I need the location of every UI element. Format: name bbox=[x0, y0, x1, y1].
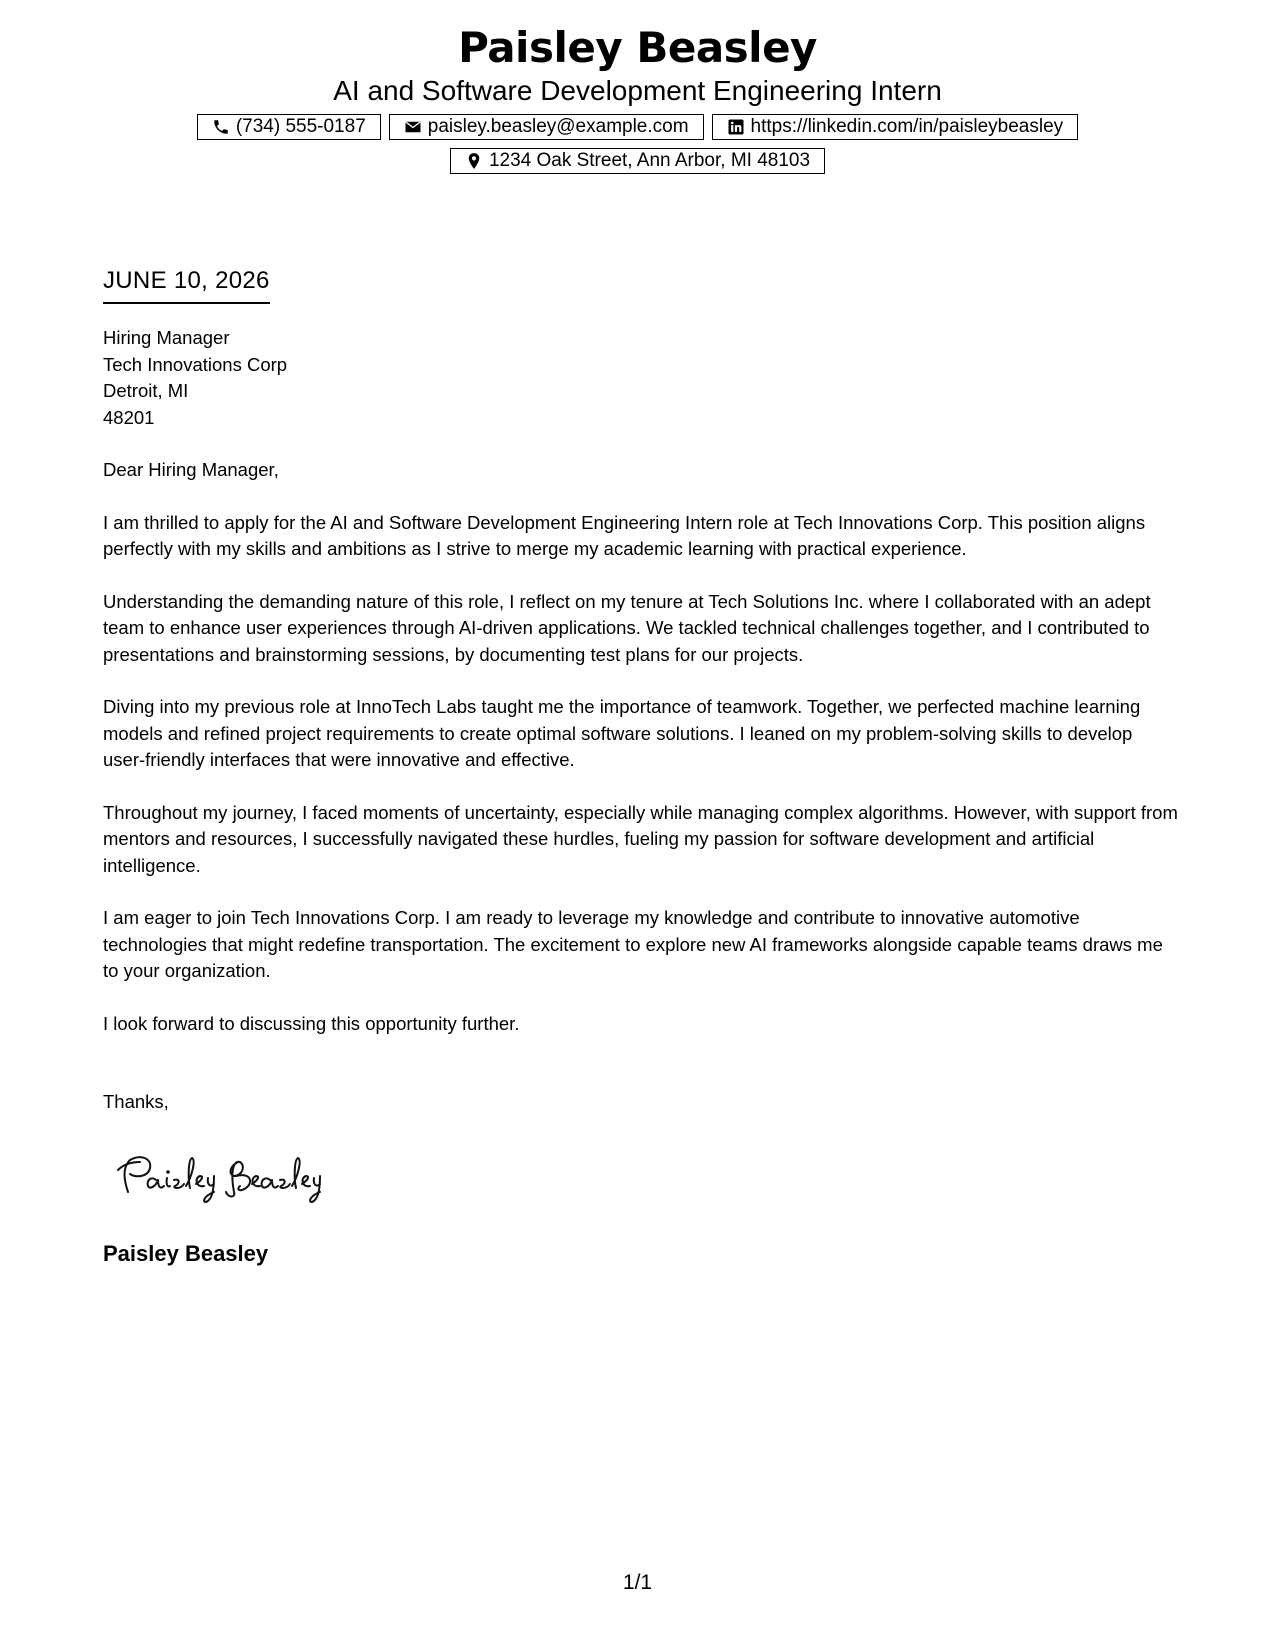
linkedin-url: https://linkedin.com/in/paisleybeasley bbox=[750, 116, 1064, 137]
applicant-name: Paisley Beasley bbox=[458, 23, 817, 72]
letter-body bbox=[103, 325, 1178, 1116]
phone-contact bbox=[197, 114, 381, 140]
linkedin-contact bbox=[712, 114, 1079, 140]
recipient-name: Hiring Manager bbox=[103, 327, 230, 348]
body-paragraph: I am thrilled to apply for the AI and Software Development Engineering Intern role at Tech Innovations Corp. This position aligns perfectly with my skills and ambitions as I strive to merge my academic learning with practical experience. bbox=[103, 511, 1146, 559]
body-paragraph: Understanding the demanding nature of this role, I reflect on my tenure at Tech Solutions Inc. where I collaborated with an adept team to enhance user experiences through AI-driven applications. We tackled technical challenges together, and I contributed to presentations and brainstorming sessions, by documenting test plans for our projects. bbox=[103, 590, 1151, 665]
recipient-city: Detroit, MI bbox=[103, 380, 189, 401]
body-paragraph: I am eager to join Tech Innovations Corp. I am ready to leverage my knowledge and contribute to innovative automotive technologies that might redefine transportation. The excitement to explore new AI frameworks alongside capable teams draws me to your organization. bbox=[103, 907, 1163, 981]
recipient-company: Tech Innovations Corp bbox=[103, 353, 288, 375]
envelope-icon bbox=[404, 118, 422, 136]
body-paragraph: Throughout my journey, I faced moments of uncertainty, especially while managing complex algorithms. However, with support from mentors and resources, I successfully navigated these hurdles, fueling my passion for software development and artificial intelligence. bbox=[103, 801, 1178, 876]
map-marker-icon bbox=[465, 152, 483, 170]
email-contact bbox=[389, 114, 704, 140]
street-address: 1234 Oak Street, Ann Arbor, MI 48103 bbox=[488, 150, 811, 171]
contact-row bbox=[0, 114, 1275, 140]
page-number: 1/1 bbox=[622, 1571, 653, 1594]
body-paragraph: I look forward to discussing this opportunity further. bbox=[103, 1012, 520, 1034]
handwritten-signature bbox=[110, 1150, 360, 1215]
phone-number: (734) 555-0187 bbox=[235, 116, 366, 137]
letter-header bbox=[0, 22, 1275, 174]
letter-date: JUNE 10, 2026 bbox=[103, 266, 270, 304]
recipient-zip: 48201 bbox=[103, 406, 155, 428]
salutation: Dear Hiring Manager, bbox=[103, 459, 279, 480]
email-address: paisley.beasley@example.com bbox=[427, 116, 689, 137]
address-contact bbox=[450, 148, 825, 174]
address-row bbox=[0, 148, 1275, 174]
letter-date-block bbox=[103, 266, 270, 304]
body-paragraph: Diving into my previous role at InnoTech Labs taught me the importance of teamwork. Together, we perfected machine learning models and refined project requirements to create optimal software solutions. I leaned on my problem-solving skills to develop user-friendly interfaces that were innovative and effective. bbox=[103, 696, 1141, 770]
signed-name: Paisley Beasley bbox=[103, 1241, 269, 1266]
recipient-block bbox=[103, 325, 1178, 431]
applicant-title: AI and Software Development Engineering Intern bbox=[333, 75, 942, 106]
linkedin-icon bbox=[727, 118, 745, 136]
closing: Thanks, bbox=[103, 1091, 169, 1112]
phone-icon bbox=[212, 118, 230, 136]
